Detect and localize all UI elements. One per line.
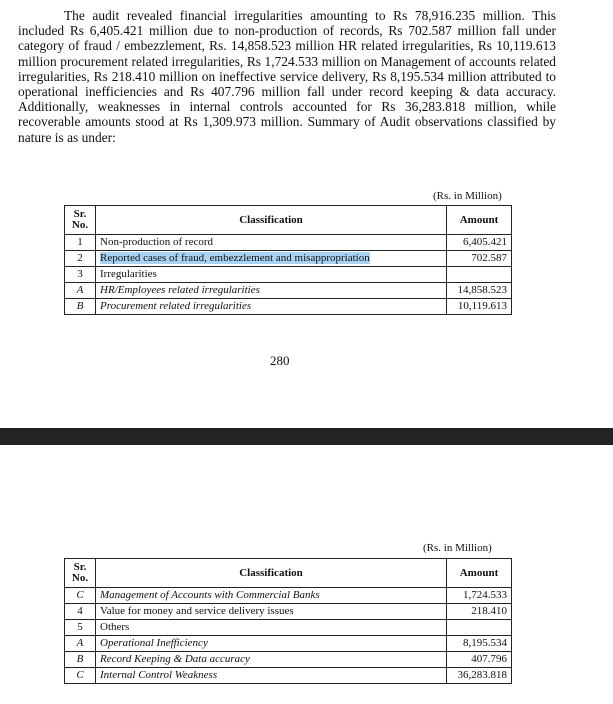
row-classification: Irregularities [96,267,447,283]
row-sr: 1 [65,235,96,251]
table-row [65,283,512,299]
row-amount: 36,283.818 [447,668,512,684]
header-classification: Classification [96,206,447,235]
table-row [65,652,512,668]
row-classification: Non-production of record [96,235,447,251]
table-row [65,588,512,604]
table-row [65,267,512,283]
row-sr: 5 [65,620,96,636]
row-amount [447,620,512,636]
header-classification: Classification [96,559,447,588]
row-amount: 14,858.523 [447,283,512,299]
row-amount: 1,724.533 [447,588,512,604]
table-header-row [65,206,512,235]
row-amount [447,267,512,283]
header-amount: Amount [447,206,512,235]
row-classification: Management of Accounts with Commercial Banks [96,588,447,604]
table-row [65,604,512,620]
page-number: 280 [270,353,290,368]
table-row [65,668,512,684]
table-row [65,251,512,267]
row-sr: A [65,283,96,299]
row-classification: Record Keeping & Data accuracy [96,652,447,668]
row-sr: C [65,588,96,604]
row-classification-highlighted[interactable]: Reported cases of fraud, embezzlement and misappropriation [100,252,370,264]
document-page-2 [0,445,613,704]
row-amount: 218.410 [447,604,512,620]
table-header-row [65,559,512,588]
table-row [65,620,512,636]
row-classification: HR/Employees related irregularities [96,283,447,299]
row-classification: Others [96,620,447,636]
row-classification: Value for money and service delivery issues [96,604,447,620]
row-classification: Operational Inefficiency [96,636,447,652]
row-amount: 6,405.421 [447,235,512,251]
observations-table-2 [64,558,512,684]
row-amount: 8,195.534 [447,636,512,652]
row-sr: A [65,636,96,652]
row-sr: C [65,668,96,684]
table-row [65,299,512,315]
table-row [65,636,512,652]
header-sr-no: Sr. No. [65,206,96,235]
header-sr-no: Sr. No. [65,559,96,588]
row-amount: 702.587 [447,251,512,267]
row-sr: 4 [65,604,96,620]
row-classification: Internal Control Weakness [96,668,447,684]
row-classification: Procurement related irregularities [96,299,447,315]
row-sr: B [65,299,96,315]
observations-table-1 [64,205,512,315]
row-sr: B [65,652,96,668]
row-sr: 3 [65,267,96,283]
header-amount: Amount [447,559,512,588]
row-amount: 407.796 [447,652,512,668]
unit-label: (Rs. in Million) [423,542,492,554]
page-divider [0,428,613,445]
row-amount: 10,119.613 [447,299,512,315]
row-sr: 2 [65,251,96,267]
unit-label: (Rs. in Million) [433,190,502,202]
audit-summary-paragraph: The audit revealed financial irregularities amounting to Rs 78,916.235 million. This included Rs 6,405.421 million due to non-production of records, Rs 702.587 million fall under category of fraud / embezzlement, Rs. 14,858.523 million HR related irregularities, Rs 10,119.613 million procurement related irregularities, Rs 1,724.533 million on Management of accounts related irregularities, Rs 218.410 million on ineffective service delivery, Rs 8,195.534 million attributed to operational inefficiencies and Rs 407.796 million fall under record keeping & data accuracy. Additionally, weaknesses in internal controls accounted for Rs 36,283.818 million, while recoverable amounts stood at Rs 1,309.973 million. Summary of Audit observations classified by nature is as under: [18,8,556,145]
table-row [65,235,512,251]
